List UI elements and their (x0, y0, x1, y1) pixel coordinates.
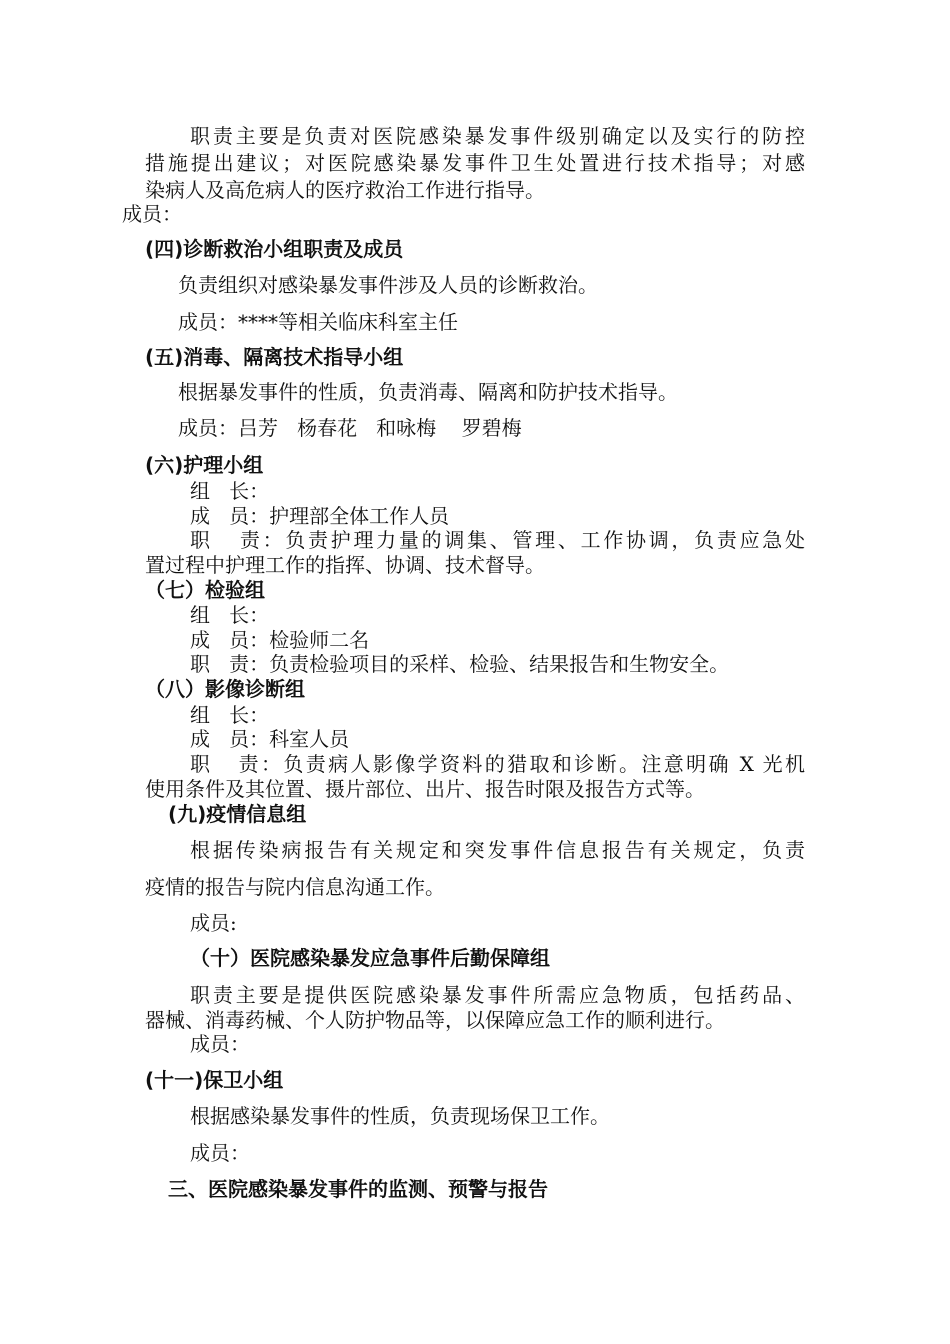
leader-line: 组 长： (190, 703, 270, 727)
members-line: 成员： (190, 1032, 250, 1056)
duty-line: 器械、消毒药械、个人防护物品等，以保障应急工作的顺利进行。 (145, 1008, 725, 1032)
section-heading: (十一)保卫小组 (145, 1068, 284, 1092)
leader-line: 组 长： (190, 479, 270, 503)
members-line: 成员：吕芳 杨春花 和咏梅 罗碧梅 (178, 416, 522, 440)
section-heading: (五)消毒、隔离技术指导小组 (145, 345, 404, 369)
duty-line: 职 责：负责检验项目的采样、检验、结果报告和生物安全。 (190, 652, 730, 676)
section-heading: （十）医院感染暴发应急事件后勤保障组 (190, 946, 550, 970)
members-line: 成 员：科室人员 (190, 727, 350, 751)
duty-line: 使用条件及其位置、摄片部位、出片、报告时限及报告方式等。 (145, 777, 705, 801)
section-heading: （七）检验组 (145, 578, 265, 602)
members-line: 成员: (190, 911, 237, 935)
paragraph-line: 染病人及高危病人的医疗救治工作进行指导。 (145, 178, 545, 202)
members-line: 成 员：检验师二名 (190, 628, 370, 652)
duty-line: 职 责：负责护理力量的调集、管理、工作协调，负责应急处 (190, 528, 805, 552)
chapter-heading: 三、医院感染暴发事件的监测、预警与报告 (168, 1177, 548, 1201)
duty-line: 置过程中护理工作的指挥、协调、技术督导。 (145, 553, 545, 577)
members-line: 成 员：护理部全体工作人员 (190, 504, 450, 528)
section-heading: （八）影像诊断组 (145, 677, 305, 701)
duty-line: 根据感染暴发事件的性质，负责现场保卫工作。 (190, 1104, 610, 1128)
members-line: 成员： (190, 1141, 250, 1165)
duty-line: 负责组织对感染暴发事件涉及人员的诊断救治。 (178, 273, 598, 297)
paragraph-line: 措施提出建议；对医院感染暴发事件卫生处置进行技术指导；对感 (145, 151, 805, 175)
section-heading: (六)护理小组 (145, 453, 264, 477)
paragraph-line: 职责主要是负责对医院感染暴发事件级别确定以及实行的防控 (190, 124, 805, 148)
duty-line: 根据暴发事件的性质，负责消毒、隔离和防护技术指导。 (178, 380, 678, 404)
section-heading: (四)诊断救治小组职责及成员 (145, 237, 404, 261)
leader-line: 组 长： (190, 603, 270, 627)
members-line: 成员：****等相关临床科室主任 (178, 310, 458, 334)
section-heading: (九)疫情信息组 (168, 802, 307, 826)
duty-line: 疫情的报告与院内信息沟通工作。 (145, 875, 445, 899)
members-line: 成员： (122, 202, 182, 226)
duty-line: 职责主要是提供医院感染暴发事件所需应急物质，包括药品、 (190, 983, 805, 1007)
duty-line: 根据传染病报告有关规定和突发事件信息报告有关规定，负责 (190, 838, 805, 862)
duty-line: 职 责：负责病人影像学资料的猎取和诊断。注意明确 X 光机 (190, 752, 805, 776)
